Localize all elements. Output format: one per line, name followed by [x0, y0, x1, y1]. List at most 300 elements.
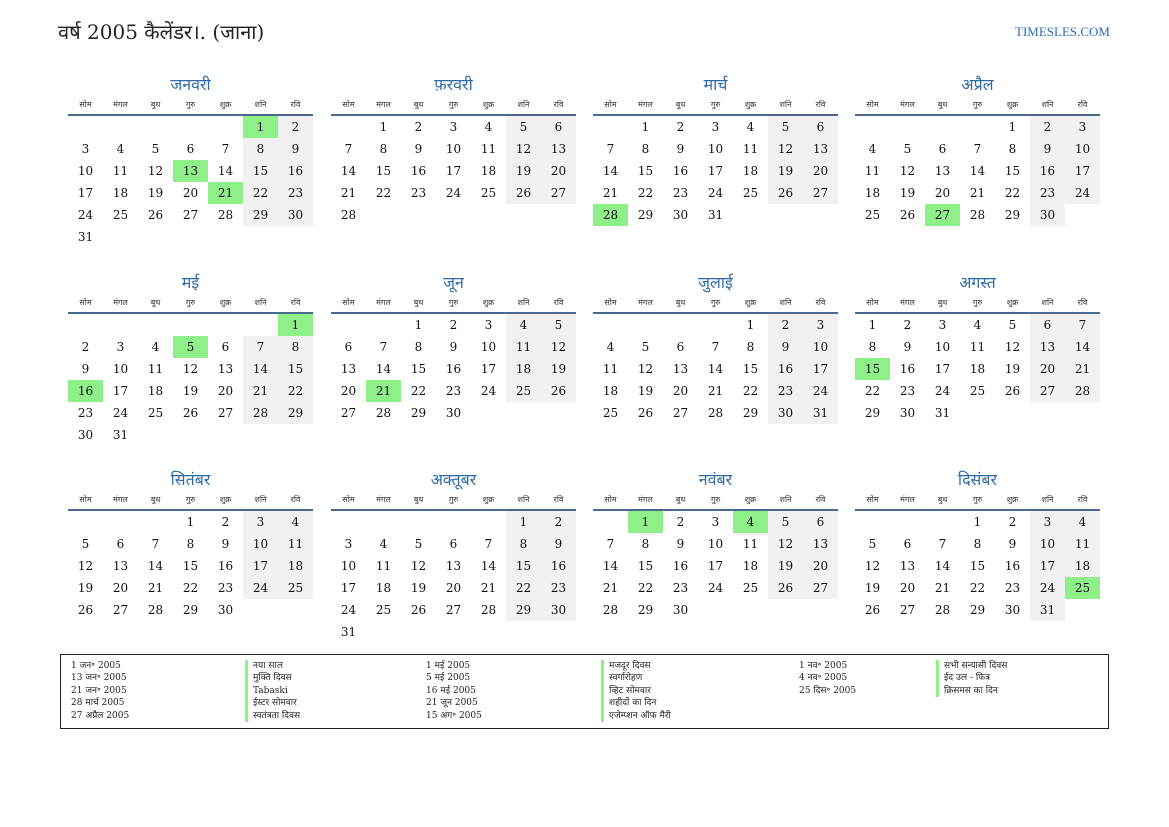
weekday-label: गुरु [448, 298, 459, 307]
day-cell: 21 [340, 186, 357, 200]
day-cell: 24 [77, 208, 94, 222]
day-cell: 17 [707, 164, 724, 178]
day-cell: 6 [449, 537, 458, 551]
day-cell: 24 [1065, 182, 1100, 204]
day-cell: 15 [969, 559, 986, 573]
weekday-label: शनि [517, 298, 530, 307]
day-cell: 17 [243, 555, 278, 577]
day-cell: 5 [868, 537, 877, 551]
holiday-entry: Tabaski [253, 685, 288, 696]
day-cell: 1 [414, 318, 423, 332]
day-cell: 12 [768, 533, 803, 555]
day-cell: 5 [414, 537, 423, 551]
day-grid [593, 314, 838, 424]
weekday-header [68, 493, 313, 511]
day-cell: 28 [602, 603, 619, 617]
day-cell: 4 [1065, 511, 1100, 533]
weekday-header [593, 296, 838, 314]
day-cell: 28 [934, 603, 951, 617]
day-grid [331, 511, 576, 643]
holiday-entry: 1 मई 2005 [426, 661, 471, 671]
day-cell: 9 [903, 340, 912, 354]
day-cell: 18 [375, 581, 392, 595]
weekday-label: रवि [815, 298, 826, 307]
weekday-header [331, 296, 576, 314]
day-cell: 15 [1004, 164, 1021, 178]
empty-cell [698, 314, 733, 336]
day-cell: 20 [803, 160, 838, 182]
day-grid [855, 314, 1100, 424]
day-cell: 19 [77, 581, 94, 595]
empty-cell [173, 116, 208, 138]
empty-cell [331, 314, 366, 336]
day-cell: 29 [969, 603, 986, 617]
weekday-label: सोम [866, 100, 879, 109]
holiday-names-col-1 [245, 660, 300, 722]
day-cell: 31 [340, 625, 357, 639]
day-cell: 2 [449, 318, 458, 332]
weekday-label: मंगल [638, 100, 653, 109]
day-cell: 10 [340, 559, 357, 573]
empty-cell [331, 116, 366, 138]
holiday-day-cell: 1 [243, 116, 278, 138]
empty-cell [436, 511, 471, 533]
day-cell: 29 [278, 402, 313, 424]
weekday-label: मंगल [638, 298, 653, 307]
day-cell: 2 [768, 314, 803, 336]
day-cell: 11 [278, 533, 313, 555]
month-name: जून [443, 273, 464, 292]
day-cell: 18 [147, 384, 164, 398]
day-cell: 23 [672, 186, 689, 200]
day-cell: 23 [278, 182, 313, 204]
weekday-label: शुक्र [219, 495, 232, 504]
day-cell: 19 [1004, 362, 1021, 376]
weekday-label: मंगल [900, 298, 915, 307]
month-name: जनवरी [170, 75, 211, 94]
day-cell: 3 [803, 314, 838, 336]
day-cell: 28 [480, 603, 497, 617]
day-cell: 16 [1030, 160, 1065, 182]
empty-cell [925, 511, 960, 533]
day-cell: 13 [899, 559, 916, 573]
day-cell: 13 [445, 559, 462, 573]
day-cell: 26 [768, 182, 803, 204]
day-cell: 29 [506, 599, 541, 621]
day-cell: 26 [1004, 384, 1021, 398]
day-cell: 7 [606, 142, 615, 156]
weekday-label: शनि [1041, 495, 1054, 504]
weekday-label: रवि [290, 298, 301, 307]
day-cell: 10 [77, 164, 94, 178]
holiday-entry: 15 अग॰ 2005 [426, 710, 482, 721]
day-grid [331, 314, 576, 424]
day-cell: 12 [637, 362, 654, 376]
weekday-label: गुरु [710, 495, 721, 504]
day-cell: 21 [969, 186, 986, 200]
day-cell: 7 [484, 537, 493, 551]
day-cell: 1 [186, 515, 195, 529]
empty-cell [890, 511, 925, 533]
weekday-label: रवि [553, 495, 564, 504]
holiday-entry: शहीदों का दिन [609, 698, 657, 709]
weekday-header [855, 296, 1100, 314]
day-cell: 29 [1004, 208, 1021, 222]
day-cell: 4 [868, 142, 877, 156]
weekday-label: रवि [553, 298, 564, 307]
day-cell: 5 [1008, 318, 1017, 332]
holiday-entry: ईद उल - फित्र [944, 673, 991, 684]
day-cell: 5 [81, 537, 90, 551]
day-cell: 23 [217, 581, 234, 595]
weekday-label: मंगल [638, 495, 653, 504]
day-cell: 18 [969, 362, 986, 376]
day-cell: 19 [864, 581, 881, 595]
day-cell: 15 [410, 362, 427, 376]
weekday-label: शुक्र [482, 495, 495, 504]
day-cell: 27 [803, 182, 838, 204]
day-cell: 29 [243, 204, 278, 226]
month-block [855, 270, 1100, 424]
day-cell: 19 [147, 186, 164, 200]
weekday-label: बुध [150, 298, 161, 307]
day-cell: 5 [768, 511, 803, 533]
day-cell: 1 [973, 515, 982, 529]
day-cell: 12 [410, 559, 427, 573]
day-cell: 2 [676, 120, 685, 134]
month-name: अगस्त [959, 273, 996, 292]
day-cell: 3 [243, 511, 278, 533]
day-cell: 7 [711, 340, 720, 354]
holiday-entry: 1 नव॰ 2005 [799, 661, 848, 671]
day-cell: 10 [803, 336, 838, 358]
month-block [331, 467, 576, 643]
day-cell: 17 [77, 186, 94, 200]
empty-cell [68, 511, 103, 533]
day-cell: 19 [410, 581, 427, 595]
day-cell: 31 [934, 406, 951, 420]
holiday-entry: 5 मई 2005 [426, 673, 471, 684]
day-cell: 23 [410, 186, 427, 200]
day-cell: 30 [278, 204, 313, 226]
day-cell: 8 [379, 142, 388, 156]
empty-cell [593, 116, 628, 138]
weekday-label: रवि [553, 100, 564, 109]
day-cell: 22 [969, 581, 986, 595]
day-cell: 27 [217, 406, 234, 420]
day-cell: 8 [186, 537, 195, 551]
day-cell: 1 [746, 318, 755, 332]
weekday-label: बुध [413, 298, 424, 307]
day-cell: 24 [707, 186, 724, 200]
day-grid [68, 116, 313, 248]
weekday-label: बुध [413, 100, 424, 109]
day-cell: 17 [340, 581, 357, 595]
day-cell: 26 [147, 208, 164, 222]
day-cell: 13 [934, 164, 951, 178]
day-cell: 30 [768, 402, 803, 424]
day-cell: 12 [768, 138, 803, 160]
empty-cell [663, 314, 698, 336]
weekday-label: मंगल [113, 100, 128, 109]
day-cell: 20 [340, 384, 357, 398]
holiday-day-cell: 21 [366, 380, 401, 402]
day-cell: 17 [1030, 555, 1065, 577]
day-cell: 18 [864, 186, 881, 200]
weekday-label: सोम [604, 495, 617, 504]
day-cell: 25 [864, 208, 881, 222]
day-cell: 22 [742, 384, 759, 398]
day-cell: 6 [803, 511, 838, 533]
day-cell: 21 [602, 186, 619, 200]
holiday-dates-col-2 [426, 660, 482, 722]
month-name: नवंबर [698, 470, 733, 489]
day-cell: 9 [1030, 138, 1065, 160]
month-block [68, 270, 313, 446]
day-cell: 22 [864, 384, 881, 398]
weekday-label: रवि [1077, 100, 1088, 109]
empty-cell [366, 314, 401, 336]
empty-cell [208, 116, 243, 138]
day-cell: 8 [641, 142, 650, 156]
day-cell: 23 [1030, 182, 1065, 204]
day-cell: 9 [221, 537, 230, 551]
day-cell: 21 [934, 581, 951, 595]
day-cell: 25 [480, 186, 497, 200]
day-cell: 7 [379, 340, 388, 354]
day-cell: 16 [278, 160, 313, 182]
day-cell: 2 [278, 116, 313, 138]
day-cell: 10 [707, 142, 724, 156]
day-cell: 22 [278, 380, 313, 402]
weekday-label: शनि [517, 495, 530, 504]
empty-cell [103, 511, 138, 533]
weekday-label: गुरु [710, 298, 721, 307]
day-cell: 26 [410, 603, 427, 617]
day-cell: 24 [445, 186, 462, 200]
day-cell: 2 [676, 515, 685, 529]
holiday-entry: मुक्ति दिवस [253, 673, 292, 684]
day-cell: 13 [1030, 336, 1065, 358]
day-cell: 14 [969, 164, 986, 178]
empty-cell [593, 511, 628, 533]
day-cell: 6 [803, 116, 838, 138]
empty-cell [401, 511, 436, 533]
day-cell: 23 [899, 384, 916, 398]
holiday-entry: नया साल [253, 661, 283, 671]
day-cell: 8 [746, 340, 755, 354]
day-cell: 15 [375, 164, 392, 178]
weekday-header [331, 493, 576, 511]
day-cell: 27 [541, 182, 576, 204]
day-cell: 27 [340, 406, 357, 420]
day-cell: 4 [151, 340, 160, 354]
day-cell: 19 [541, 358, 576, 380]
day-cell: 22 [637, 581, 654, 595]
weekday-header [68, 98, 313, 116]
day-cell: 5 [151, 142, 160, 156]
day-cell: 7 [221, 142, 230, 156]
weekday-label: मंगल [900, 495, 915, 504]
day-cell: 7 [243, 336, 278, 358]
day-cell: 21 [707, 384, 724, 398]
day-cell: 12 [899, 164, 916, 178]
day-cell: 26 [864, 603, 881, 617]
weekday-label: शुक्र [219, 298, 232, 307]
day-cell: 25 [742, 186, 759, 200]
day-cell: 20 [934, 186, 951, 200]
weekday-label: बुध [937, 100, 948, 109]
day-cell: 15 [243, 160, 278, 182]
day-cell: 28 [340, 208, 357, 222]
day-cell: 8 [506, 533, 541, 555]
weekday-label: शुक्र [744, 298, 757, 307]
weekday-label: शनि [254, 100, 267, 109]
day-cell: 18 [742, 164, 759, 178]
holiday-dates-col-3 [799, 660, 856, 697]
day-cell: 7 [151, 537, 160, 551]
day-cell: 20 [1030, 358, 1065, 380]
day-cell: 15 [637, 559, 654, 573]
day-cell: 23 [445, 384, 462, 398]
weekday-label: मंगल [113, 298, 128, 307]
month-block [68, 467, 313, 621]
day-cell: 3 [81, 142, 90, 156]
day-cell: 13 [803, 138, 838, 160]
day-cell: 25 [969, 384, 986, 398]
weekday-header [331, 98, 576, 116]
day-cell: 23 [768, 380, 803, 402]
day-cell: 30 [1030, 204, 1065, 226]
weekday-label: मंगल [113, 495, 128, 504]
day-cell: 23 [541, 577, 576, 599]
month-block [68, 72, 313, 248]
weekday-label: गुरु [972, 100, 983, 109]
day-cell: 13 [541, 138, 576, 160]
day-cell: 1 [379, 120, 388, 134]
day-cell: 6 [221, 340, 230, 354]
day-cell: 20 [803, 555, 838, 577]
holiday-dates-col-1 [71, 660, 129, 722]
day-cell: 16 [541, 555, 576, 577]
month-block [593, 270, 838, 424]
day-cell: 18 [278, 555, 313, 577]
day-cell: 30 [445, 406, 462, 420]
holiday-day-cell: 28 [593, 204, 628, 226]
month-block [593, 467, 838, 621]
holiday-day-cell: 25 [1065, 577, 1100, 599]
day-cell: 3 [711, 120, 720, 134]
day-cell: 15 [182, 559, 199, 573]
weekday-label: सोम [79, 298, 92, 307]
day-cell: 5 [641, 340, 650, 354]
holiday-day-cell: 15 [855, 358, 890, 380]
day-cell: 1 [868, 318, 877, 332]
day-cell: 24 [1030, 577, 1065, 599]
month-block [593, 72, 838, 226]
day-cell: 14 [934, 559, 951, 573]
site-link[interactable]: TIMESLES.COM [1015, 24, 1110, 39]
weekday-label: शनि [779, 298, 792, 307]
day-cell: 3 [1030, 511, 1065, 533]
weekday-label: शनि [517, 100, 530, 109]
day-cell: 25 [602, 406, 619, 420]
day-cell: 11 [480, 142, 497, 156]
day-cell: 14 [1065, 336, 1100, 358]
weekday-header [593, 98, 838, 116]
day-cell: 10 [934, 340, 951, 354]
day-cell: 27 [672, 406, 689, 420]
day-cell: 26 [637, 406, 654, 420]
day-cell: 19 [899, 186, 916, 200]
day-cell: 13 [340, 362, 357, 376]
day-cell: 27 [899, 603, 916, 617]
day-cell: 27 [112, 603, 129, 617]
day-cell: 22 [506, 577, 541, 599]
day-cell: 23 [672, 581, 689, 595]
weekday-label: मंगल [376, 100, 391, 109]
weekday-label: सोम [866, 495, 879, 504]
day-cell: 23 [77, 406, 94, 420]
empty-cell [960, 116, 995, 138]
holiday-entry: ईस्टर सोमवार [253, 698, 297, 709]
weekday-label: शुक्र [1006, 298, 1019, 307]
day-cell: 3 [449, 120, 458, 134]
day-cell: 1 [1008, 120, 1017, 134]
day-cell: 10 [243, 533, 278, 555]
day-cell: 12 [864, 559, 881, 573]
day-cell: 8 [278, 336, 313, 358]
weekday-label: मंगल [376, 495, 391, 504]
weekday-label: रवि [1077, 495, 1088, 504]
day-cell: 27 [182, 208, 199, 222]
day-cell: 10 [1065, 138, 1100, 160]
day-cell: 13 [112, 559, 129, 573]
day-cell: 6 [344, 340, 353, 354]
day-cell: 18 [506, 358, 541, 380]
day-cell: 14 [147, 559, 164, 573]
month-block [855, 72, 1100, 226]
day-cell: 27 [445, 603, 462, 617]
month-name: सितंबर [170, 470, 211, 489]
day-cell: 21 [243, 380, 278, 402]
month-block [855, 467, 1100, 621]
day-cell: 6 [676, 340, 685, 354]
day-cell: 7 [973, 142, 982, 156]
empty-cell [855, 116, 890, 138]
weekday-label: बुध [675, 298, 686, 307]
day-cell: 9 [449, 340, 458, 354]
weekday-label: सोम [79, 100, 92, 109]
month-name: जुलाई [698, 273, 733, 292]
weekday-label: बुध [937, 495, 948, 504]
day-cell: 16 [899, 362, 916, 376]
empty-cell [628, 314, 663, 336]
weekday-label: सोम [604, 298, 617, 307]
day-cell: 14 [243, 358, 278, 380]
day-cell: 19 [182, 384, 199, 398]
day-cell: 5 [506, 116, 541, 138]
day-cell: 22 [410, 384, 427, 398]
day-cell: 9 [278, 138, 313, 160]
weekday-label: रवि [1077, 298, 1088, 307]
day-cell: 4 [278, 511, 313, 533]
day-cell: 26 [541, 380, 576, 402]
weekday-label: बुध [675, 495, 686, 504]
day-cell: 24 [340, 603, 357, 617]
day-cell: 17 [803, 358, 838, 380]
day-cell: 10 [445, 142, 462, 156]
